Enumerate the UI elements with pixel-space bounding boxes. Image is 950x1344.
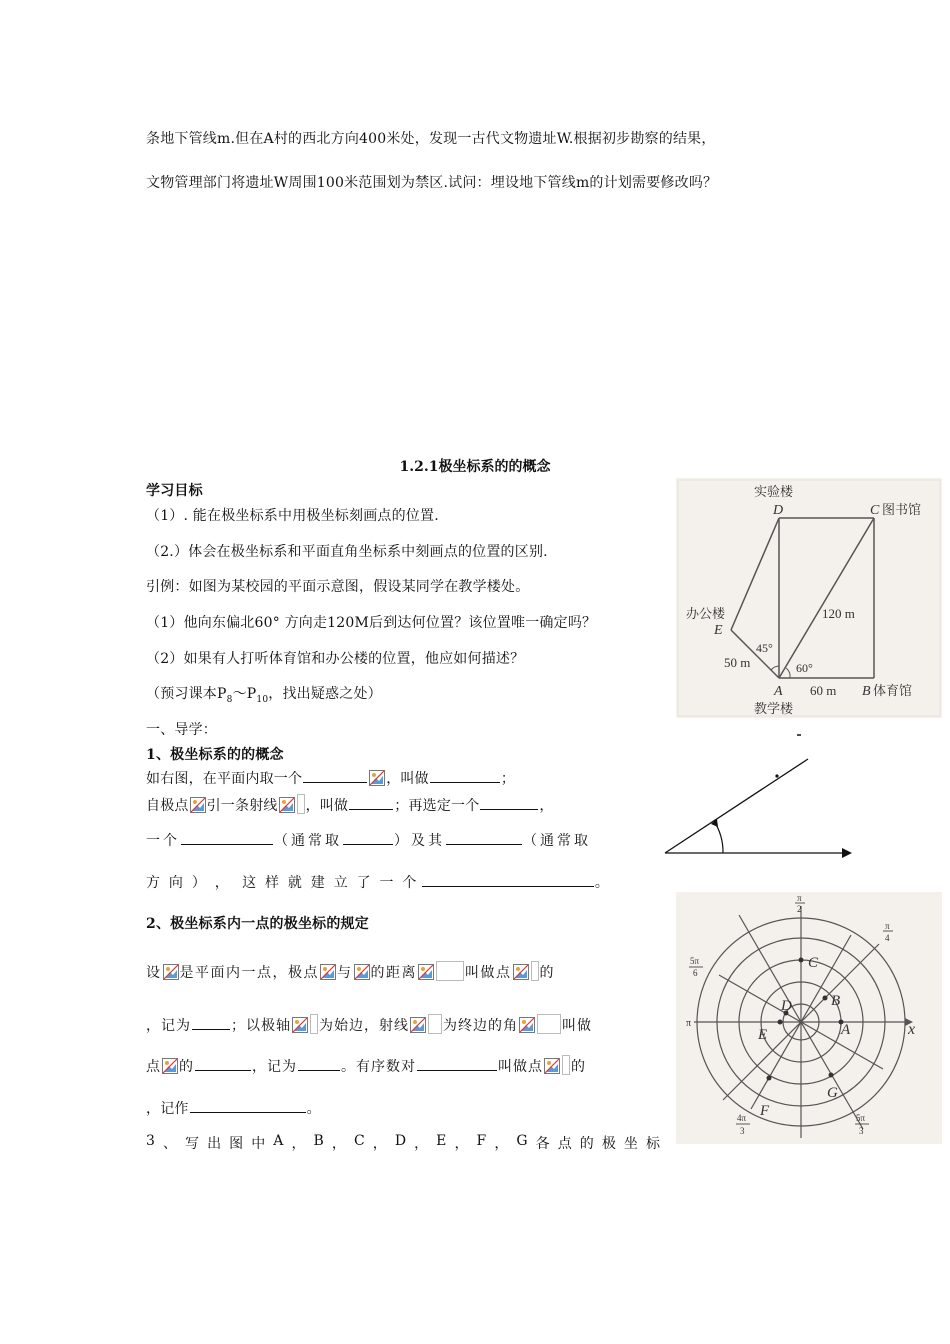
- distance-label: 60 m: [810, 683, 837, 698]
- fill-line: 方 向 ） ， 这 样 就 建 立 了 一 个 。: [146, 872, 609, 892]
- broken-image-icon: [519, 1017, 535, 1033]
- answer-blank[interactable]: [349, 795, 393, 810]
- point-label: B: [831, 993, 841, 1009]
- question-char: E: [436, 1133, 447, 1149]
- question-text: （1）他向东偏北60° 方向走120M后到达何位置？该位置唯一确定吗？: [146, 615, 597, 631]
- fill-line: ，记为 ；以极轴 为始边，射线 为终边的角 叫做: [146, 1014, 592, 1035]
- broken-image-icon: [418, 964, 434, 980]
- angle-label: 4: [885, 933, 890, 943]
- question-char: 坐: [623, 1136, 638, 1152]
- campus-map-figure: [676, 478, 942, 718]
- intro-text: 引例：如图为某校园的平面示意图，假设某同学在教学楼处。: [146, 579, 530, 595]
- question-char: 出: [207, 1136, 222, 1152]
- point-label: A: [841, 1022, 851, 1038]
- answer-blank[interactable]: [190, 1098, 306, 1113]
- question-char: ，: [331, 1136, 346, 1152]
- angle-label: π: [797, 893, 802, 903]
- question-char: ，: [454, 1136, 469, 1152]
- fill-line: 自极点 引一条射线 ，叫做 ；再选定一个 ，: [146, 794, 554, 815]
- question-char: 写: [185, 1136, 200, 1152]
- answer-blank[interactable]: [343, 830, 393, 845]
- subsection-heading: 2、极坐标系内一点的极坐标的规定: [146, 916, 369, 932]
- answer-blank[interactable]: [422, 872, 594, 887]
- section-title: 1.2.1极坐标系的的概念: [399, 459, 551, 475]
- answer-blank[interactable]: [192, 1015, 230, 1030]
- question-char: 中: [251, 1136, 266, 1152]
- broken-image-icon: [292, 1017, 308, 1033]
- angle-label: 45°: [756, 641, 773, 655]
- broken-image-icon: [369, 770, 385, 786]
- broken-image-icon: [544, 1058, 560, 1074]
- question-char: ，: [494, 1136, 509, 1152]
- subsection-heading: 1、极坐标系的的概念: [146, 747, 284, 763]
- fill-line: ，记作 。: [146, 1098, 321, 1118]
- broken-image-icon: [162, 1058, 178, 1074]
- paragraph-line: 文物管理部门将遗址W周围100米范围划为禁区.试问：埋设地下管线m的计划需要修改吗？: [146, 175, 718, 191]
- angle-label: 4π: [737, 1113, 747, 1123]
- question-char: 图: [229, 1136, 244, 1152]
- fill-line: 如右图，在平面内取一个 ，叫做 ；: [146, 768, 515, 788]
- point-label: F: [760, 1103, 770, 1119]
- polar-grid-svg: [676, 892, 942, 1144]
- question-char: G: [516, 1133, 528, 1149]
- polar-axis-figure: [660, 726, 860, 862]
- paragraph-line: 条地下管线m.但在A村的西北方向400米处，发现一古代文物遗址W.根据初步勘察的结果，: [146, 131, 716, 147]
- question-char: 极: [601, 1136, 616, 1152]
- preview-note: （预习课本$P_8\sim P_{10}$，找出疑惑之处）: [146, 686, 382, 705]
- answer-blank[interactable]: [298, 1056, 340, 1071]
- question-char: B: [313, 1133, 324, 1149]
- question-text: （2）如果有人打听体育馆和办公楼的位置，他应如何描述？: [146, 651, 525, 667]
- angle-label: 5π: [690, 956, 700, 966]
- angle-label: 60°: [796, 661, 813, 675]
- goal-item: （1）. 能在极坐标系中用极坐标刻画点的位置.: [146, 508, 439, 524]
- question-char: ，: [414, 1136, 429, 1152]
- fill-line: 点 的 ，记为 。有序数对 叫做点 的: [146, 1055, 586, 1076]
- campus-map-svg: [676, 478, 942, 718]
- point-label: D: [773, 503, 784, 518]
- answer-blank[interactable]: [181, 830, 273, 845]
- angle-label: 2: [797, 904, 802, 914]
- label-lab: 实验楼: [754, 485, 794, 500]
- axis-label: x: [908, 1021, 916, 1038]
- distance-label: 50 m: [724, 655, 751, 670]
- broken-image-icon: [163, 964, 179, 980]
- broken-image-icon: [410, 1017, 426, 1033]
- question-char: D: [394, 1133, 407, 1149]
- point-label: A: [774, 684, 783, 699]
- goals-heading: 学习目标: [146, 483, 203, 499]
- point-label: E: [714, 623, 723, 638]
- broken-image-icon: [513, 964, 529, 980]
- fill-line: 一个 （通常取 ）及其 （通常取: [146, 830, 591, 850]
- answer-blank[interactable]: [303, 768, 367, 783]
- question-char: F: [476, 1133, 487, 1149]
- question-char: 、: [162, 1136, 177, 1152]
- goal-item: （2.）体会在极坐标系和平面直角坐标系中刻画点的位置的区别.: [146, 544, 548, 560]
- label-library: 图书馆: [882, 503, 922, 518]
- answer-blank[interactable]: [430, 768, 500, 783]
- point-label: C: [808, 955, 819, 971]
- broken-image-icon: [190, 797, 206, 813]
- question-char: ，: [372, 1136, 387, 1152]
- angle-label: π: [885, 921, 890, 931]
- label-gym: 体育馆: [873, 684, 913, 699]
- point-label: B: [862, 684, 871, 699]
- label-teaching: 教学楼: [754, 702, 794, 717]
- answer-blank[interactable]: [446, 830, 522, 845]
- angle-label: 3: [859, 1126, 864, 1136]
- distance-label: 120 m: [822, 606, 855, 621]
- question-line: [146, 1133, 660, 1153]
- broken-image-icon: [279, 797, 295, 813]
- answer-blank[interactable]: [480, 795, 538, 810]
- angle-label: 6: [693, 968, 698, 978]
- part-heading: 一、导学：: [146, 722, 217, 738]
- polar-grid-figure: [676, 892, 942, 1144]
- question-char: 标: [645, 1136, 660, 1152]
- answer-blank[interactable]: [417, 1056, 497, 1071]
- point-label: C: [870, 503, 880, 518]
- broken-image-icon: [320, 964, 336, 980]
- question-char: ，: [291, 1136, 306, 1152]
- fill-line: 设 是平面内一点，极点 与 的距离 叫做点 的: [146, 961, 555, 982]
- question-char: 3: [146, 1133, 155, 1149]
- point-label: E: [758, 1027, 768, 1043]
- angle-label: π: [686, 1018, 692, 1029]
- polar-axis-svg: [660, 726, 860, 862]
- angle-label: 3: [740, 1126, 745, 1136]
- question-char: 的: [579, 1136, 594, 1152]
- point-label: G: [827, 1085, 838, 1101]
- angle-label: 5π: [856, 1113, 866, 1123]
- point-label: D: [781, 998, 792, 1014]
- question-char: C: [353, 1133, 365, 1149]
- question-char: 点: [557, 1136, 572, 1152]
- broken-image-icon: [354, 964, 370, 980]
- question-char: A: [273, 1133, 284, 1149]
- question-char: 各: [535, 1136, 550, 1152]
- answer-blank[interactable]: [195, 1056, 251, 1071]
- label-office: 办公楼: [686, 607, 726, 622]
